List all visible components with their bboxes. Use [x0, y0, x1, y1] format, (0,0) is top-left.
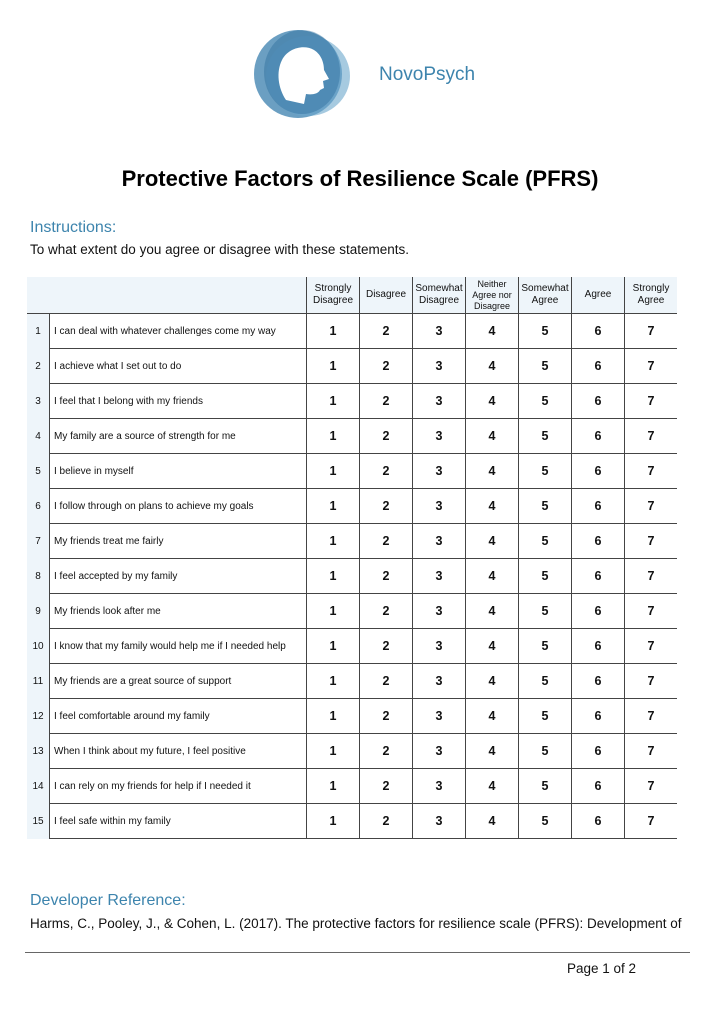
response-option[interactable]: 7	[625, 524, 678, 559]
table-row	[27, 559, 677, 594]
response-option[interactable]: 4	[466, 769, 519, 804]
response-option[interactable]: 5	[519, 314, 572, 349]
item-number: 12	[27, 699, 50, 734]
response-option[interactable]: 1	[307, 349, 360, 384]
response-option[interactable]: 2	[360, 384, 413, 419]
response-option[interactable]: 6	[572, 769, 625, 804]
response-option[interactable]: 2	[360, 314, 413, 349]
response-option[interactable]: 1	[307, 769, 360, 804]
item-number: 9	[27, 594, 50, 629]
table-row	[27, 489, 677, 524]
response-option[interactable]: 5	[519, 699, 572, 734]
response-option[interactable]: 6	[572, 489, 625, 524]
item-number: 5	[27, 454, 50, 489]
footer-divider	[25, 952, 690, 953]
item-number: 8	[27, 559, 50, 594]
response-option[interactable]: 2	[360, 804, 413, 839]
response-option[interactable]: 6	[572, 454, 625, 489]
table-row	[27, 769, 677, 804]
page-number: Page 1 of 2	[567, 961, 637, 976]
item-statement: I believe in myself	[50, 454, 307, 489]
response-option[interactable]: 5	[519, 489, 572, 524]
response-option[interactable]: 7	[625, 384, 678, 419]
response-option[interactable]: 7	[625, 699, 678, 734]
item-number: 4	[27, 419, 50, 454]
item-number: 10	[27, 629, 50, 664]
brand-name: NovoPsych	[379, 64, 476, 85]
response-option[interactable]: 2	[360, 664, 413, 699]
response-option[interactable]: 1	[307, 419, 360, 454]
response-option[interactable]: 1	[307, 629, 360, 664]
response-option[interactable]: 4	[466, 349, 519, 384]
response-option[interactable]: 5	[519, 349, 572, 384]
item-statement: I feel safe within my family	[50, 804, 307, 839]
response-option[interactable]: 1	[307, 734, 360, 769]
table-row	[27, 594, 677, 629]
response-option[interactable]: 1	[307, 594, 360, 629]
page-title: Protective Factors of Resilience Scale (PFRS)	[121, 166, 599, 191]
response-option[interactable]: 5	[519, 524, 572, 559]
table-header-row	[27, 277, 677, 314]
header-blank	[27, 277, 50, 314]
table-row	[27, 699, 677, 734]
response-option[interactable]: 5	[519, 419, 572, 454]
response-option[interactable]: 3	[413, 384, 466, 419]
response-option[interactable]: 2	[360, 419, 413, 454]
response-option[interactable]: 4	[466, 489, 519, 524]
response-option[interactable]: 3	[413, 769, 466, 804]
item-number: 2	[27, 349, 50, 384]
response-option[interactable]: 4	[466, 594, 519, 629]
response-option[interactable]: 4	[466, 629, 519, 664]
item-number: 7	[27, 524, 50, 559]
response-option[interactable]: 4	[466, 384, 519, 419]
table-row	[27, 524, 677, 559]
item-statement: I feel that I belong with my friends	[50, 384, 307, 419]
item-statement: My family are a source of strength for me	[50, 419, 307, 454]
item-statement: I feel accepted by my family	[50, 559, 307, 594]
response-option[interactable]: 3	[413, 629, 466, 664]
item-statement: My friends look after me	[50, 594, 307, 629]
response-option[interactable]: 5	[519, 629, 572, 664]
response-option[interactable]: 3	[413, 349, 466, 384]
item-statement: I follow through on plans to achieve my goals	[50, 489, 307, 524]
response-option[interactable]: 3	[413, 734, 466, 769]
response-option[interactable]: 6	[572, 804, 625, 839]
column-header: Agree	[572, 277, 625, 314]
response-option[interactable]: 6	[572, 629, 625, 664]
response-option[interactable]: 3	[413, 664, 466, 699]
response-option[interactable]: 5	[519, 734, 572, 769]
column-header: Somewhat Agree	[519, 277, 572, 314]
response-option[interactable]: 3	[413, 699, 466, 734]
response-option[interactable]: 1	[307, 664, 360, 699]
response-option[interactable]: 3	[413, 489, 466, 524]
response-option[interactable]: 3	[413, 524, 466, 559]
response-option[interactable]: 2	[360, 559, 413, 594]
response-option[interactable]: 2	[360, 769, 413, 804]
item-number: 6	[27, 489, 50, 524]
response-option[interactable]: 4	[466, 734, 519, 769]
item-statement: I can rely on my friends for help if I needed it	[50, 769, 307, 804]
response-option[interactable]: 1	[307, 489, 360, 524]
response-option[interactable]: 4	[466, 524, 519, 559]
header-blank	[50, 277, 307, 314]
instructions-heading: Instructions:	[30, 219, 117, 236]
table-row	[27, 349, 677, 384]
response-option[interactable]: 5	[519, 594, 572, 629]
response-option[interactable]: 5	[519, 384, 572, 419]
response-option[interactable]: 2	[360, 629, 413, 664]
table-row	[27, 664, 677, 699]
item-statement: I feel comfortable around my family	[50, 699, 307, 734]
item-statement: When I think about my future, I feel positive	[50, 734, 307, 769]
response-option[interactable]: 3	[413, 419, 466, 454]
instructions-text: To what extent do you agree or disagree with these statements.	[30, 242, 409, 257]
response-option[interactable]: 6	[572, 594, 625, 629]
response-option[interactable]: 7	[625, 804, 678, 839]
table-row	[27, 419, 677, 454]
item-number: 1	[27, 314, 50, 349]
item-statement: I achieve what I set out to do	[50, 349, 307, 384]
novopsych-head-logo-icon	[252, 26, 352, 122]
response-option[interactable]: 7	[625, 664, 678, 699]
item-number: 15	[27, 804, 50, 839]
response-option[interactable]: 6	[572, 384, 625, 419]
column-header: Disagree	[360, 277, 413, 314]
response-option[interactable]: 7	[625, 349, 678, 384]
reference-heading: Developer Reference:	[30, 892, 186, 909]
column-header: Neither Agree nor Disagree	[466, 277, 519, 314]
response-option[interactable]: 2	[360, 734, 413, 769]
table-row	[27, 734, 677, 769]
response-option[interactable]: 3	[413, 594, 466, 629]
response-option[interactable]: 7	[625, 314, 678, 349]
item-number: 11	[27, 664, 50, 699]
item-number: 3	[27, 384, 50, 419]
column-header: Strongly Agree	[625, 277, 678, 314]
response-option[interactable]: 7	[625, 734, 678, 769]
response-option[interactable]: 4	[466, 314, 519, 349]
response-option[interactable]: 6	[572, 524, 625, 559]
response-option[interactable]: 4	[466, 699, 519, 734]
response-option[interactable]: 5	[519, 804, 572, 839]
response-option[interactable]: 1	[307, 699, 360, 734]
response-option[interactable]: 7	[625, 419, 678, 454]
response-option[interactable]: 6	[572, 699, 625, 734]
response-option[interactable]: 6	[572, 314, 625, 349]
response-option[interactable]: 7	[625, 559, 678, 594]
response-option[interactable]: 2	[360, 594, 413, 629]
column-header: Strongly Disagree	[307, 277, 360, 314]
response-option[interactable]: 6	[572, 559, 625, 594]
response-option[interactable]: 3	[413, 559, 466, 594]
response-option[interactable]: 4	[466, 559, 519, 594]
response-option[interactable]: 1	[307, 804, 360, 839]
item-statement: I can deal with whatever challenges come my way	[50, 314, 307, 349]
response-option[interactable]: 4	[466, 664, 519, 699]
response-option[interactable]: 6	[572, 734, 625, 769]
response-option[interactable]: 2	[360, 524, 413, 559]
response-option[interactable]: 4	[466, 454, 519, 489]
response-option[interactable]: 5	[519, 769, 572, 804]
response-table	[27, 277, 677, 839]
response-option[interactable]: 4	[466, 804, 519, 839]
response-option[interactable]: 7	[625, 769, 678, 804]
column-header: Somewhat Disagree	[413, 277, 466, 314]
item-statement: I know that my family would help me if I needed help	[50, 629, 307, 664]
response-option[interactable]: 5	[519, 454, 572, 489]
response-option[interactable]: 7	[625, 594, 678, 629]
response-option[interactable]: 5	[519, 559, 572, 594]
response-option[interactable]: 7	[625, 629, 678, 664]
response-option[interactable]: 6	[572, 349, 625, 384]
table-row	[27, 384, 677, 419]
response-option[interactable]: 2	[360, 699, 413, 734]
response-option[interactable]: 1	[307, 314, 360, 349]
table-row	[27, 804, 677, 839]
item-number: 13	[27, 734, 50, 769]
response-option[interactable]: 2	[360, 349, 413, 384]
response-option[interactable]: 1	[307, 524, 360, 559]
response-option[interactable]: 6	[572, 664, 625, 699]
item-statement: My friends treat me fairly	[50, 524, 307, 559]
reference-text: Harms, C., Pooley, J., & Cohen, L. (2017). The protective factors for resilience scale (PFRS): Development of	[30, 916, 682, 931]
table-row	[27, 314, 677, 349]
response-option[interactable]: 1	[307, 559, 360, 594]
item-statement: My friends are a great source of support	[50, 664, 307, 699]
response-option[interactable]: 3	[413, 804, 466, 839]
table-row	[27, 629, 677, 664]
item-number: 14	[27, 769, 50, 804]
response-option[interactable]: 2	[360, 489, 413, 524]
response-option[interactable]: 7	[625, 454, 678, 489]
response-option[interactable]: 7	[625, 489, 678, 524]
response-option[interactable]: 1	[307, 384, 360, 419]
table-row	[27, 454, 677, 489]
response-option[interactable]: 3	[413, 454, 466, 489]
response-option[interactable]: 6	[572, 419, 625, 454]
response-option[interactable]: 2	[360, 454, 413, 489]
response-option[interactable]: 3	[413, 314, 466, 349]
response-option[interactable]: 5	[519, 664, 572, 699]
response-option[interactable]: 4	[466, 419, 519, 454]
response-option[interactable]: 1	[307, 454, 360, 489]
